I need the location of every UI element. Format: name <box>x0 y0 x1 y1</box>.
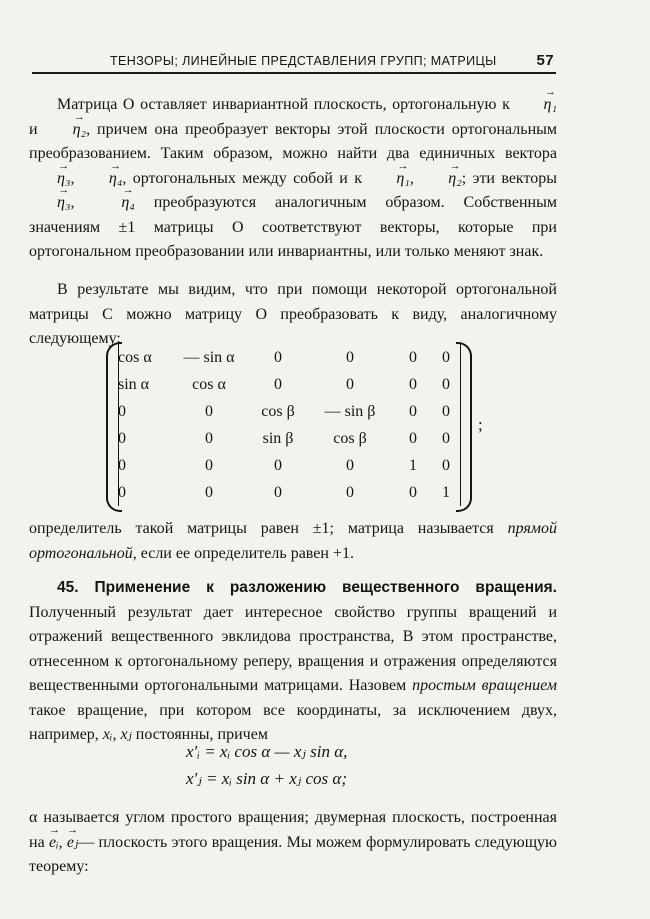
paragraph-4 <box>29 806 557 880</box>
vector-eta-1: → η₁ <box>516 93 558 118</box>
matrix-cell: 0 <box>274 348 282 366</box>
matrix-cell: 1 <box>442 483 450 501</box>
coord-xi: xᵢ <box>102 726 113 743</box>
matrix-cell: 0 <box>274 483 282 501</box>
para1-text-h: , <box>70 194 94 211</box>
vector-eta-4: → η₄ <box>81 167 123 192</box>
matrix-cell: 0 <box>346 348 354 366</box>
matrix-cell: cos β <box>261 402 295 420</box>
matrix-cell: 0 <box>409 483 417 501</box>
matrix-row <box>118 344 458 371</box>
matrix-cell: 0 <box>346 483 354 501</box>
matrix-cell: 0 <box>274 375 282 393</box>
matrix-cell: 1 <box>409 456 417 474</box>
paragraph-3 <box>29 517 557 566</box>
matrix-cell: sin α <box>118 375 150 393</box>
matrix-cell: 0 <box>409 429 417 447</box>
matrix-cell: 0 <box>205 402 213 420</box>
para1-text-e: , ортогональных между собой и к <box>122 169 369 187</box>
para4-text-a: α называется углом простого вращения; двумерная плоскость, построенная на <box>29 809 557 851</box>
para4-sep: , <box>58 833 67 851</box>
right-paren <box>456 342 472 512</box>
matrix-cell: 0 <box>442 429 450 447</box>
sec45-sep: , <box>112 726 121 743</box>
term-direct-orthogonal: прямой ортогональной <box>29 520 557 562</box>
para1-text-i: преобразуются аналогичным образом. Собственным значениям ±1 матрицы O соответствуют векторы, которые при ортогональном преобразовании или инвариантны, или только меняют знак. <box>29 194 557 260</box>
sec45-text-b: такое вращение, при котором все координаты, за исключением двух, например, <box>29 701 557 743</box>
para1-text-b: и <box>29 120 45 138</box>
matrix-cell: 0 <box>274 456 282 474</box>
matrix-cell: — sin β <box>324 402 376 420</box>
sec45-text-a: Полученный результат дает интересное свойство группы вращений и отражений вещественного эвклидова пространства, В этом пространстве, отнесенном к ортогональному реперу, вращения и отражения определяются вещественными ортогональными матрицами. Назовем <box>29 603 557 694</box>
matrix-cell: 0 <box>118 483 126 501</box>
para4-text-b: — плоскость этого вращения. Мы можем формулировать следующую теорему: <box>29 833 558 875</box>
para1-text-c: , причем она преобразует векторы этой плоскости ортогональным преобразованием. Таким образом, можно найти два единичных вектора <box>29 120 558 162</box>
para2-text: В результате мы видим, что при помощи некоторой ортогональной матрицы C можно матрицу O преобразовать к виду, аналогичному следующему: <box>29 281 557 347</box>
sec45-text-c: постоянны, причем <box>131 726 268 743</box>
vector-ei: → eᵢ <box>49 831 59 856</box>
matrix-cell: 0 <box>409 375 417 393</box>
para1-text-d: , <box>70 169 81 187</box>
matrix-cell: cos α <box>118 348 152 366</box>
matrix-cell: — sin α <box>183 348 235 366</box>
section-title: 45. Применение к разложению вещественного вращения. <box>57 579 557 596</box>
matrix-cell: 0 <box>442 456 450 474</box>
vector-eta-2b: → η₂ <box>420 167 462 192</box>
matrix-cell: 0 <box>205 429 213 447</box>
term-simple-rotation: простым вращением <box>412 677 558 694</box>
vector-eta-2: → η₂ <box>45 118 87 143</box>
para1-text-f: , <box>409 169 421 187</box>
matrix-cell: 0 <box>118 429 126 447</box>
coord-xj: xⱼ <box>120 726 132 743</box>
vector-eta-3: → η₃ <box>29 167 71 192</box>
matrix-cell: 0 <box>118 402 126 420</box>
matrix <box>100 340 500 515</box>
matrix-row <box>118 452 458 479</box>
matrix-row <box>118 398 458 425</box>
formula-1: x′ᵢ = xᵢ cos α — xⱼ sin α, <box>186 742 348 761</box>
formula-2: x′ⱼ = xᵢ sin α + xⱼ cos α; <box>186 769 347 788</box>
header-rule <box>32 72 556 74</box>
matrix-cell: cos β <box>333 429 367 447</box>
matrix-semicolon: ; <box>478 415 483 434</box>
vector-ej: → eⱼ <box>67 831 78 856</box>
matrix-cell: 0 <box>118 456 126 474</box>
matrix-cell: cos α <box>192 375 226 393</box>
section-45 <box>29 576 557 748</box>
page-number: 57 <box>536 52 554 69</box>
running-header <box>32 52 558 74</box>
matrix-cell: 0 <box>409 402 417 420</box>
matrix-row <box>118 479 458 506</box>
matrix-cell: 0 <box>205 483 213 501</box>
para1-text-g: ; эти векторы <box>461 169 558 187</box>
matrix-cell: 0 <box>442 402 450 420</box>
matrix-cell: 0 <box>442 375 450 393</box>
matrix-cell: 0 <box>442 348 450 366</box>
matrix-cell: 0 <box>346 456 354 474</box>
matrix-table <box>118 344 458 506</box>
matrix-cell: 0 <box>205 456 213 474</box>
matrix-cell: sin β <box>262 429 294 447</box>
vector-eta-4b: → η₄ <box>93 191 135 216</box>
para1-text-a: Матрица O оставляет инвариантной плоскость, ортогональную к <box>57 96 516 113</box>
matrix-cell: 0 <box>409 348 417 366</box>
matrix-row <box>118 371 458 398</box>
vector-eta-3b: → η₃ <box>29 191 71 216</box>
para3-text-b: , если ее определитель равен +1. <box>132 544 354 562</box>
para3-text-a: определитель такой матрицы равен ±1; матрица называется <box>29 520 508 537</box>
running-title: ТЕНЗОРЫ; ЛИНЕЙНЫЕ ПРЕДСТАВЛЕНИЯ ГРУПП; МАТРИЦЫ <box>110 54 497 68</box>
vector-eta-1b: → η₁ <box>368 167 410 192</box>
matrix-row <box>118 425 458 452</box>
paragraph-1 <box>29 93 557 265</box>
matrix-cell: 0 <box>346 375 354 393</box>
